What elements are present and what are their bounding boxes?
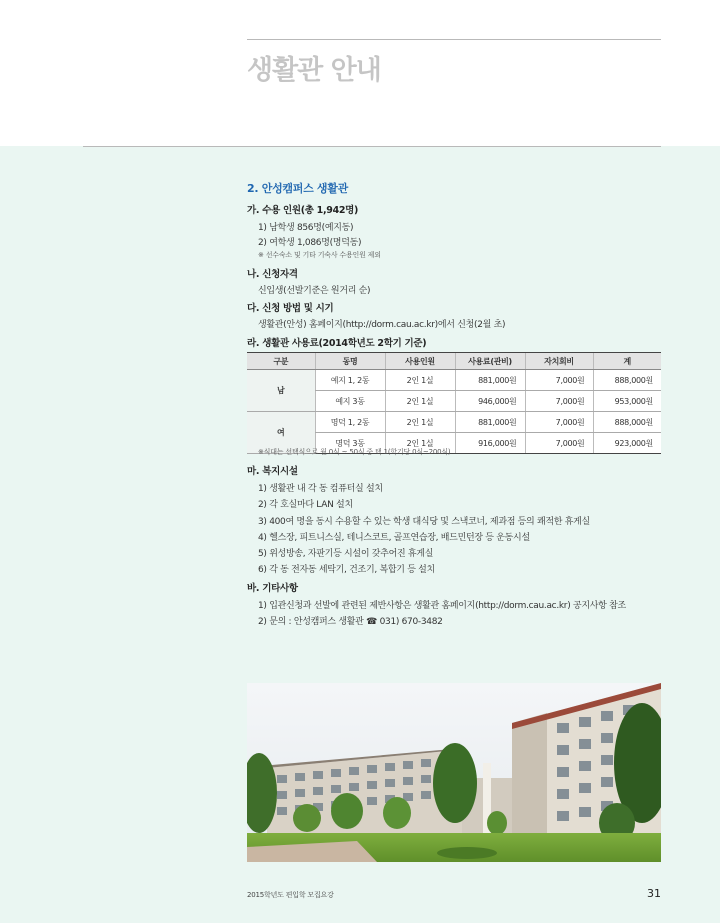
welfare-item: 6) 각 동 전자동 세탁기, 건조기, 복합기 등 설치 bbox=[258, 565, 435, 575]
cell-occupancy: 2인 1실 bbox=[385, 433, 455, 454]
cell-building: 예지 3동 bbox=[315, 391, 385, 412]
dormitory-photo bbox=[247, 683, 661, 862]
table-row bbox=[247, 412, 661, 433]
col-header-building: 동명 bbox=[315, 353, 385, 370]
cell-total: 923,000원 bbox=[593, 433, 661, 454]
welfare-item: 5) 위성방송, 자판기등 시설이 갖추어진 휴게실 bbox=[258, 549, 434, 559]
content-rule bbox=[83, 146, 661, 147]
cell-total: 888,000원 bbox=[593, 412, 661, 433]
fees-note: ※식대는 선택식으로 월 0식 ~ 50식 중 택 1(학기당 0식~200식) bbox=[258, 448, 451, 456]
cell-total: 888,000원 bbox=[593, 370, 661, 391]
welfare-heading: 마. 복지시설 bbox=[247, 466, 298, 477]
fees-heading: 라. 생활관 사용료(2014학년도 2학기 기준) bbox=[247, 338, 427, 349]
fee-table bbox=[247, 352, 661, 454]
top-rule bbox=[247, 39, 661, 40]
capacity-item-male: 1) 남학생 856명(예지동) bbox=[258, 223, 354, 233]
welfare-item: 3) 400여 명을 동시 수용할 수 있는 학생 대식당 및 스낵코너, 제과점 등의 쾌적한 휴게실 bbox=[258, 517, 590, 527]
cell-council: 7,000원 bbox=[525, 391, 593, 412]
cell-council: 7,000원 bbox=[525, 370, 593, 391]
col-header-occupancy: 사용인원 bbox=[385, 353, 455, 370]
cell-council: 7,000원 bbox=[525, 412, 593, 433]
other-item: 2) 문의 : 안성캠퍼스 생활관 ☎ 031) 670-3482 bbox=[258, 617, 443, 627]
eligibility-text: 신입생(선발기준은 원거리 순) bbox=[258, 286, 371, 296]
cell-fee: 881,000원 bbox=[455, 412, 525, 433]
col-header-fee: 사용료(관비) bbox=[455, 353, 525, 370]
page-number: 31 bbox=[647, 887, 661, 900]
eligibility-heading: 나. 신청자격 bbox=[247, 269, 298, 280]
cell-total: 953,000원 bbox=[593, 391, 661, 412]
group-label-male: 남 bbox=[247, 370, 315, 412]
cell-council: 7,000원 bbox=[525, 433, 593, 454]
page-title: 생활관 안내 bbox=[247, 55, 381, 86]
capacity-heading: 가. 수용 인원(총 1,942명) bbox=[247, 205, 359, 216]
cell-building: 명덕 1, 2동 bbox=[315, 412, 385, 433]
capacity-note: ※ 선수숙소 및 기타 기숙사 수용인원 제외 bbox=[258, 251, 381, 259]
welfare-item: 4) 헬스장, 피트니스실, 테니스코트, 골프연습장, 배드민턴장 등 운동시설 bbox=[258, 533, 530, 543]
other-heading: 바. 기타사항 bbox=[247, 583, 298, 594]
welfare-item: 1) 생활관 내 각 동 컴퓨터실 설치 bbox=[258, 484, 383, 494]
cell-occupancy: 2인 1실 bbox=[385, 391, 455, 412]
other-item: 1) 입관신청과 선발에 관련된 제반사항은 생활관 홈페이지(http://dorm.cau.ac.kr) 공지사항 참조 bbox=[258, 601, 626, 611]
cell-building: 예지 1, 2동 bbox=[315, 370, 385, 391]
table-row bbox=[247, 370, 661, 391]
application-heading: 다. 신청 방법 및 시기 bbox=[247, 303, 334, 314]
group-label-female: 여 bbox=[247, 412, 315, 454]
cell-occupancy: 2인 1실 bbox=[385, 412, 455, 433]
cell-occupancy: 2인 1실 bbox=[385, 370, 455, 391]
cell-fee: 881,000원 bbox=[455, 370, 525, 391]
fee-table-header bbox=[247, 353, 661, 370]
application-text: 생활관(안성) 홈페이지(http://dorm.cau.ac.kr)에서 신청(2월 초) bbox=[258, 320, 506, 330]
col-header-category: 구분 bbox=[247, 353, 315, 370]
cell-fee: 916,000원 bbox=[455, 433, 525, 454]
col-header-council: 자치회비 bbox=[525, 353, 593, 370]
section-title: 2. 안성캠퍼스 생활관 bbox=[247, 182, 348, 195]
cell-building: 명덕 3동 bbox=[315, 433, 385, 454]
footer-publication: 2015학년도 편입학 모집요강 bbox=[247, 891, 334, 899]
cell-fee: 946,000원 bbox=[455, 391, 525, 412]
col-header-total: 계 bbox=[593, 353, 661, 370]
capacity-item-female: 2) 여학생 1,086명(명덕동) bbox=[258, 238, 362, 248]
welfare-item: 2) 각 호실마다 LAN 설치 bbox=[258, 500, 353, 510]
